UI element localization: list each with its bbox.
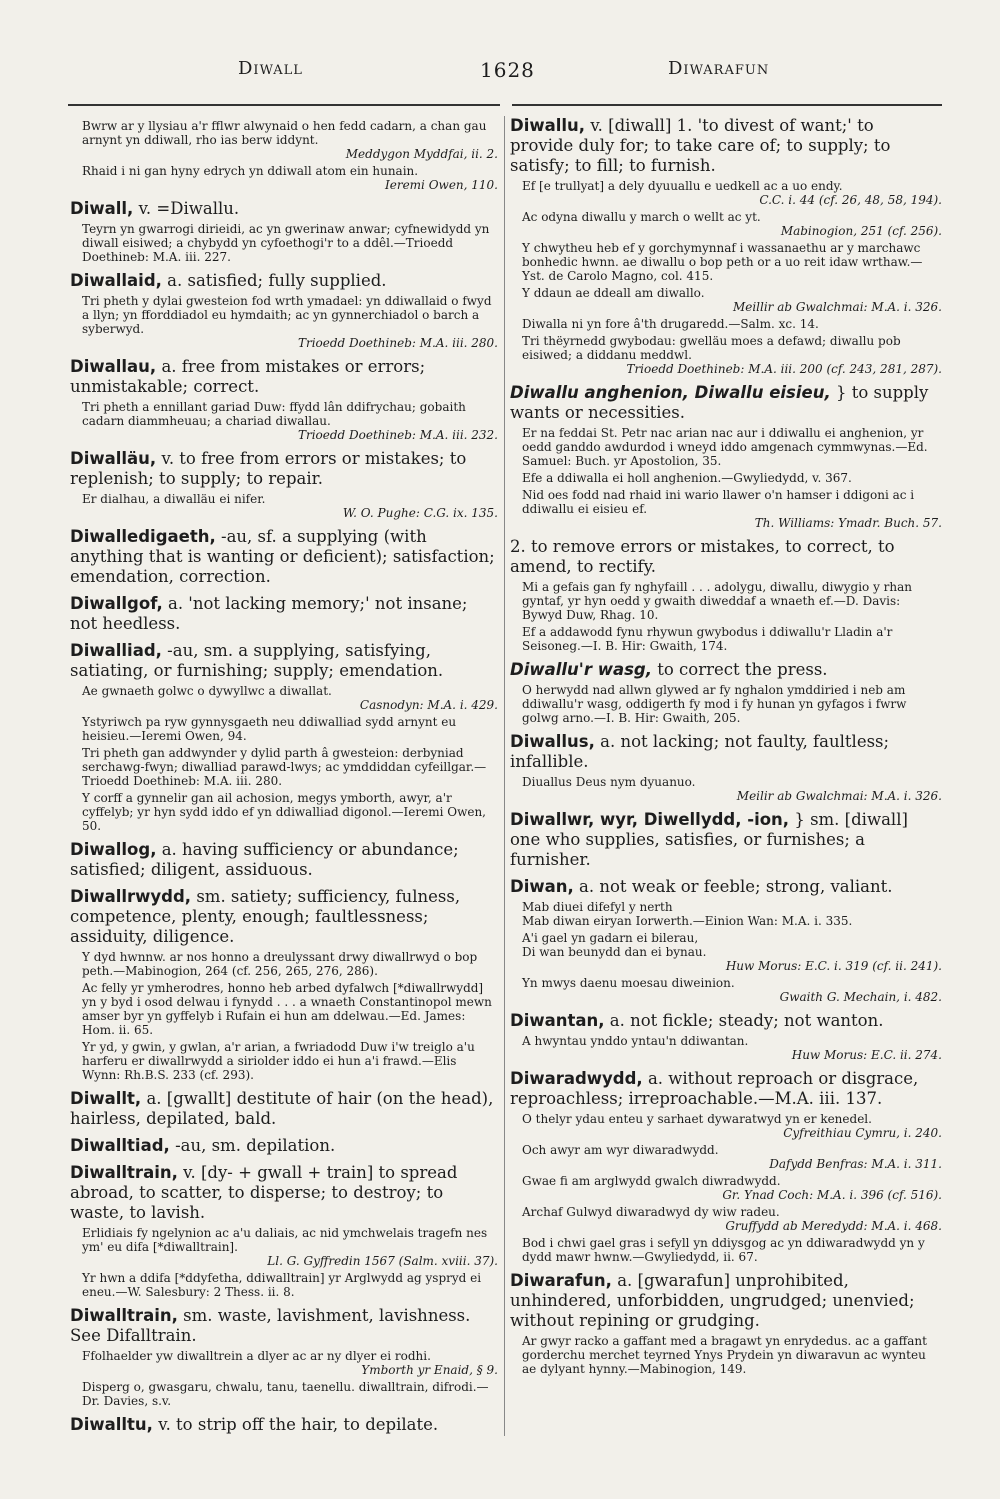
citation-source: Cyfreithiau Cymru, i. 240. xyxy=(783,1126,942,1140)
dictionary-entry xyxy=(510,383,942,530)
definition: -au, sm. depilation. xyxy=(175,1136,336,1155)
citation-quote: Erlidiais fy ngelynion ac a'u daliais, ac nid ymchwelais tragefn nes ym' eu difa [*diwalltrain]. xyxy=(82,1226,488,1254)
dictionary-entry xyxy=(510,877,942,1004)
definition: sm. satiety; sufficiency, fulness, competence, plenty, enough; faultlessness; assiduity, diligence. xyxy=(70,887,461,946)
citation-source: W. O. Pughe: C.G. ix. 135. xyxy=(342,506,498,520)
definition: -au, sm. a supplying, satisfying, satiating, or furnishing; supply; emendation. xyxy=(70,641,444,680)
citation-quote: Y dyd hwnnw. ar nos honno a dreulyssant drwy diwallrwyd o bop peth.—Mabinogion, 264 (cf. 256, 265, 276, 286). xyxy=(82,950,478,978)
citation-source: Gr. Ynad Coch: M.A. i. 396 (cf. 516). xyxy=(722,1188,942,1202)
definition: } sm. [diwall] one who supplies, satisfies, or furnishes; a furnisher. xyxy=(510,810,908,869)
dictionary-entry xyxy=(510,660,942,725)
headword: Diwalledigaeth, xyxy=(70,527,216,546)
citation-quote: Och awyr am wyr diwaradwydd. xyxy=(522,1143,719,1157)
citation-quote: Ae gwnaeth golwc o dywyllwc a diwallat. xyxy=(82,684,332,698)
dictionary-entry xyxy=(70,594,498,634)
entry-line xyxy=(70,1163,498,1223)
citation-quote: Tri thëyrnedd gwybodau: gwelläu moes a defawd; diwallu pob eisiwed; a diddanu meddwl. xyxy=(522,334,901,362)
headword: Diwalltrain, xyxy=(70,1306,178,1325)
citation-source: Dafydd Benfras: M.A. i. 311. xyxy=(769,1157,942,1171)
entry-line xyxy=(70,641,498,681)
dictionary-entry xyxy=(70,840,498,880)
entry-line xyxy=(70,594,498,634)
citation-quote: A hwyntau ynddo yntau'n ddiwantan. xyxy=(522,1034,749,1048)
page-number: 1628 xyxy=(480,58,535,82)
citation-quote: Archaf Gulwyd diwaradwyd dy wiw radeu. xyxy=(522,1205,780,1219)
headword: Diwalltrain, xyxy=(70,1163,178,1182)
citation-source: Trioedd Doethineb: M.A. iii. 232. xyxy=(297,428,498,442)
citation-quote: Nid oes fodd nad rhaid ini wario llawer o'n hamser i ddigoni ac i ddiwallu ei eisieu ef. xyxy=(522,488,915,516)
citation-quote: Mi a gefais gan fy nghyfaill . . . adolygu, diwallu, diwygio y rhan gyntaf, yr hyn oedd y gwaith diweddaf a wnaeth ef.—D. Davis: Bywyd Duw, Rhag. 10. xyxy=(522,580,913,622)
definition: a. not lacking; not faulty, faultless; infallible. xyxy=(510,732,890,771)
entry-line xyxy=(70,527,498,587)
dictionary-entry xyxy=(510,116,942,376)
dictionary-entry xyxy=(510,732,942,803)
headword: Diwallu'r wasg, xyxy=(510,660,652,679)
dictionary-entry xyxy=(510,1011,942,1062)
headword: Diwalltu, xyxy=(70,1415,153,1434)
citation-quote: Rhaid i ni gan hyny edrych yn ddiwall atom ein hunain. xyxy=(82,164,419,178)
definition: v. [diwall] 1. 'to divest of want;' to provide duly for; to take care of; to supply; to satisfy; to fill; to furnish. xyxy=(510,116,891,175)
right-column xyxy=(510,116,942,1446)
header-left-guide-word: Diwall xyxy=(238,58,303,79)
dictionary-entry xyxy=(70,527,498,587)
citation-quote: Ac odyna diwallu y march o wellt ac yt. xyxy=(522,210,761,224)
headword: Diwalltiad, xyxy=(70,1136,170,1155)
citation-quote: Disperg o, gwasgaru, chwalu, tanu, taenellu. diwalltrain, difrodi.—Dr. Davies, s.v. xyxy=(82,1380,489,1408)
entry-line xyxy=(70,887,498,947)
dictionary-entry xyxy=(70,1306,498,1408)
dictionary-entry xyxy=(70,449,498,520)
headword: Diwallgof, xyxy=(70,594,163,613)
citation-quote: Tri pheth gan addwynder y dylid parth â gwesteion: derbyniad serchawg-fwyn; diwalliad parawd-lwys; ac ymddiddan cyfeillgar.—Trioedd Doethineb: M.A. iii. 280. xyxy=(82,746,487,788)
citation-quote: Ac felly yr ymherodres, honno heb arbed dyfalwch [*diwallrwydd] yn y byd i osod delwau i fynydd . . . a wnaeth Constantinopol mewn amser byr yn gyffelyb i Rufain ei hun am ddelwau.—Ed. James: Hom. ii. 65. xyxy=(82,981,492,1037)
definition: -au, sf. a supplying (with anything that is wanting or deficient); satisfaction; emendation, correction. xyxy=(70,527,495,586)
citation-quote: Efe a ddiwalla ei holl anghenion.—Gwyliedydd, v. 367. xyxy=(522,471,852,485)
definition: sm. waste, lavishment, lavishness. See Difalltrain. xyxy=(70,1306,471,1345)
entry-line xyxy=(510,877,942,897)
headword: Diwalläu, xyxy=(70,449,157,468)
headword: Diwallau, xyxy=(70,357,157,376)
entry-line xyxy=(510,1271,942,1331)
definition: to correct the press. xyxy=(657,660,828,679)
citation-source: Trioedd Doethineb: M.A. iii. 280. xyxy=(297,336,498,350)
header-rule-left xyxy=(68,104,500,106)
citation-quote: Diwalla ni yn fore â'th drugaredd.—Salm. xc. 14. xyxy=(522,317,819,331)
headword: Diwallog, xyxy=(70,840,157,859)
citation-quote: O herwydd nad allwn glywed ar fy nghalon ymddiried i neb am ddiwallu'r wasg, oddigerth fy mod i fy hunan yn gyfagos i fwrw golwg arno.—I. B. Hir: Gwaith, 205. xyxy=(522,683,907,725)
citation-source: Huw Morus: E.C. ii. 274. xyxy=(791,1048,942,1062)
headword: Diwallaid, xyxy=(70,271,162,290)
column-divider xyxy=(504,116,505,1436)
headword: Diwallu, xyxy=(510,116,586,135)
definition: a. free from mistakes or errors; unmistakable; correct. xyxy=(70,357,426,396)
entry-line xyxy=(70,199,498,219)
entry-line xyxy=(70,449,498,489)
entry-line xyxy=(70,271,498,291)
entry-line xyxy=(70,1415,498,1435)
definition: v. [dy- + gwall + train] to spread abroad, to scatter, to disperse; to destroy; to waste, to lavish. xyxy=(70,1163,458,1222)
dictionary-entry xyxy=(510,1069,942,1264)
dictionary-entry xyxy=(70,119,498,192)
entry-line xyxy=(70,1306,498,1346)
citation-quote: Yr hwn a ddifa [*ddyfetha, ddiwalltrain] yr Arglwydd ag yspryd ei eneu.—W. Salesbury: 2 Thess. ii. 8. xyxy=(82,1271,482,1299)
headword: Diwalliad, xyxy=(70,641,162,660)
headword: Diwallt, xyxy=(70,1089,142,1108)
headword: Diwaradwydd, xyxy=(510,1069,643,1088)
citation-source: Ymborth yr Enaid, § 9. xyxy=(361,1363,498,1377)
entry-line xyxy=(510,732,942,772)
headword: Diwallus, xyxy=(510,732,595,751)
citation-quote: Teyrn yn gwarrogi dirieidi, ac yn gwerinaw anwar; cyfnewidydd yn diwall eisiwed; a chybydd yn cyfoethogi'r to a ddêl.—Trioedd Doethineb: M.A. iii. 227. xyxy=(82,222,490,264)
entry-line xyxy=(70,1089,498,1129)
definition: v. to free from errors or mistakes; to replenish; to supply; to repair. xyxy=(70,449,467,488)
dictionary-entry xyxy=(70,887,498,1082)
citation-quote: Tri pheth a ennillant gariad Duw: ffydd lân ddifrychau; gobaith cadarn diammheuau; a chariad diwallau. xyxy=(82,400,466,428)
header-right-guide-word: Diwarafun xyxy=(668,58,770,79)
citation-quote: Bwrw ar y llysiau a'r fflwr alwynaid o hen fedd cadarn, a chan gau arnynt yn ddiwall, rho ias berw iddynt. xyxy=(82,119,487,147)
dictionary-entry xyxy=(510,810,942,870)
citation-quote: Mab diuei difefyl y nerth Mab diwan eiryan Iorwerth.—Einion Wan: M.A. i. 335. xyxy=(522,900,853,928)
entry-line xyxy=(510,660,942,680)
citation-quote: Tri pheth y dylai gwesteion fod wrth ymadael: yn ddiwallaid o fwyd a llyn; yn fforddiadol eu hymdaith; ac yn gynnerchiadol o barch a syberwyd. xyxy=(82,294,492,336)
citation-source: Ieremi Owen, 110. xyxy=(385,178,498,192)
definition: a. not weak or feeble; strong, valiant. xyxy=(579,877,893,896)
citation-quote: A'i gael yn gadarn ei bilerau, Di wan beunydd dan ei bynau. xyxy=(522,931,707,959)
definition: v. to strip off the hair, to depilate. xyxy=(158,1415,439,1434)
citation-quote: Yr yd, y gwin, y gwlan, a'r arian, a fwriadodd Duw i'w treiglo a'u harferu er diwallrwydd a siriolder iddo ei hun a'i frawd.—Elis Wynn: Rh.B.S. 233 (cf. 293). xyxy=(82,1040,475,1082)
citation-source: Mabinogion, 251 (cf. 256). xyxy=(780,224,942,238)
definition: v. =Diwallu. xyxy=(138,199,240,218)
citation-source: Gruffydd ab Meredydd: M.A. i. 468. xyxy=(725,1219,942,1233)
citation-quote: Ef a addawodd fynu rhywun gwybodus i ddiwallu'r Lladin a'r Seisoneg.—I. B. Hir: Gwaith, 174. xyxy=(522,625,893,653)
entry-line xyxy=(510,383,942,423)
citation-quote: Ar gwyr racko a gaffant med a bragawt yn enrydedus. ac a gaffant gorderchu merchet teyrned Ynys Prydein yn diwaravun ac wynteu ae dylyant hynny.—Mabinogion, 149. xyxy=(522,1334,927,1376)
entry-line xyxy=(70,1136,498,1156)
headword: Diwallwr, wyr, Diwellydd, -ion, xyxy=(510,810,790,829)
definition: a. not fickle; steady; not wanton. xyxy=(609,1011,884,1030)
citation-source: Meilir ab Gwalchmai: M.A. i. 326. xyxy=(736,789,942,803)
definition: 2. to remove errors or mistakes, to correct, to amend, to rectify. xyxy=(510,537,895,576)
citation-quote: Bod i chwi gael gras i sefyll yn ddiysgog ac yn ddiwaradwydd yn y dydd mawr hwnw.—Gwyliedydd, ii. 67. xyxy=(522,1236,925,1264)
citation-source: Th. Williams: Ymadr. Buch. 57. xyxy=(754,516,942,530)
entry-line xyxy=(510,537,942,577)
citation-source: Ll. G. Gyffredin 1567 (Salm. xviii. 37). xyxy=(267,1254,498,1268)
citation-quote: Er na feddai St. Petr nac arian nac aur i ddiwallu ei anghenion, yr oedd ganddo awdurdod i wneyd iddo amgenach cymmwynas.—Ed. Samuel: Buch. yr Apostolion, 35. xyxy=(522,426,928,468)
definition: a. having sufficiency or abundance; satisfied; diligent, assiduous. xyxy=(70,840,459,879)
dictionary-entry xyxy=(70,199,498,264)
headword: Diwall, xyxy=(70,199,134,218)
dictionary-entry xyxy=(70,1415,498,1435)
dictionary-entry xyxy=(70,1089,498,1129)
citation-quote: Er dialhau, a diwalläu ei nifer. xyxy=(82,492,266,506)
citation-source: Meillir ab Gwalchmai: M.A. i. 326. xyxy=(732,300,942,314)
citation-quote: Yn mwys daenu moesau diweinion. xyxy=(522,976,735,990)
citation-quote: Y ddaun ae ddeall am diwallo. xyxy=(522,286,705,300)
dictionary-entry xyxy=(70,1163,498,1299)
citation-source: Casnodyn: M.A. i. 429. xyxy=(359,698,498,712)
headword: Diwantan, xyxy=(510,1011,605,1030)
entry-line xyxy=(510,1069,942,1109)
entry-line xyxy=(510,116,942,176)
citation-source: Meddygon Myddfai, ii. 2. xyxy=(345,147,498,161)
entry-line xyxy=(510,810,942,870)
dictionary-entry xyxy=(70,271,498,350)
citation-quote: Gwae fi am arglwydd gwalch diwradwydd. xyxy=(522,1174,781,1188)
headword: Diwan, xyxy=(510,877,574,896)
definition: a. satisfied; fully supplied. xyxy=(167,271,387,290)
definition: a. [gwarafun] unprohibited, unhindered, unforbidden, ungrudged; unenvied; without repining or grudging. xyxy=(510,1271,915,1330)
dictionary-entry xyxy=(70,1136,498,1156)
running-header xyxy=(68,58,932,88)
headword: Diwallu anghenion, Diwallu eisieu, xyxy=(510,383,831,402)
citation-source: C.C. i. 44 (cf. 26, 48, 58, 194). xyxy=(759,193,942,207)
header-rule-right xyxy=(512,104,942,106)
headword: Diwallrwydd, xyxy=(70,887,192,906)
citation-quote: Y chwytheu heb ef y gorchymynnaf i wassanaethu ar y marchawc bonhedic hwnn. ae diwallu o bop peth or a uo reit idaw wrthaw.—Yst. de Carolo Magno, col. 415. xyxy=(522,241,923,283)
entry-line xyxy=(70,840,498,880)
citation-source: Trioedd Doethineb: M.A. iii. 200 (cf. 243, 281, 287). xyxy=(626,362,942,376)
entry-line xyxy=(70,357,498,397)
left-column xyxy=(70,116,498,1446)
citation-quote: Ystyriwch pa ryw gynnysgaeth neu ddiwalliad sydd arnynt eu heisieu.—Ieremi Owen, 94. xyxy=(82,715,457,743)
headword: Diwarafun, xyxy=(510,1271,612,1290)
definition: a. [gwallt] destitute of hair (on the head), hairless, depilated, bald. xyxy=(70,1089,494,1128)
definition: a. without reproach or disgrace, reproachless; irreproachable.—M.A. iii. 137. xyxy=(510,1069,919,1108)
dictionary-entry xyxy=(510,537,942,653)
definition: a. 'not lacking memory;' not insane; not heedless. xyxy=(70,594,468,633)
definition: } to supply wants or necessities. xyxy=(510,383,929,422)
entry-line xyxy=(510,1011,942,1031)
dictionary-entry xyxy=(70,357,498,442)
citation-quote: O thelyr ydau enteu y sarhaet dywaratwyd yn er kenedel. xyxy=(522,1112,872,1126)
citation-source: Gwaith G. Mechain, i. 482. xyxy=(779,990,942,1004)
citation-quote: Diuallus Deus nym dyuanuo. xyxy=(522,775,696,789)
citation-quote: Y corff a gynnelir gan ail achosion, megys ymborth, awyr, a'r cyffelyb; yr hyn sydd iddo ef yn ddiwalliad digonol.—Ieremi Owen, 50. xyxy=(82,791,486,833)
citation-source: Huw Morus: E.C. i. 319 (cf. ii. 241). xyxy=(725,959,942,973)
citation-quote: Ffolhaelder yw diwalltrein a dlyer ac ar ny dlyer ei rodhi. xyxy=(82,1349,431,1363)
dictionary-entry xyxy=(70,641,498,833)
dictionary-entry xyxy=(510,1271,942,1376)
citation-quote: Ef [e trullyat] a dely dyuuallu e uedkell ac a uo endy. xyxy=(522,179,843,193)
